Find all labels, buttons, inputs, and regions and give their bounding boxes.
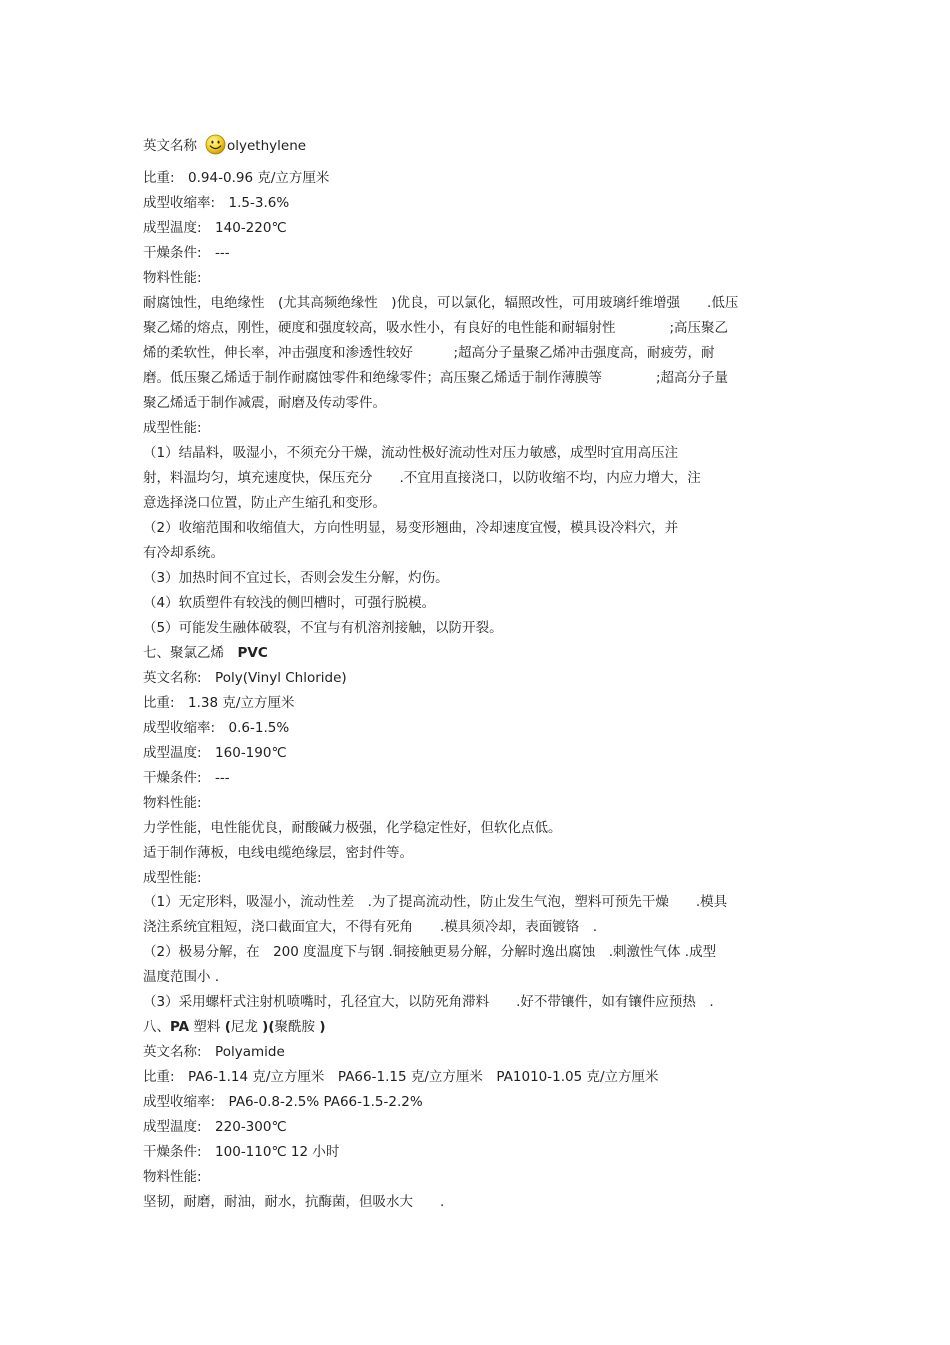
- pa-heading-code: PA: [170, 1019, 190, 1035]
- pvc-shrinkage: 成型收缩率: 0.6-1.5%: [143, 720, 290, 736]
- pe-molding-line: （4）软质塑件有较浅的侧凹槽时，可强行脱模。: [143, 595, 436, 611]
- pa-heading-nylon: 尼龙: [230, 1019, 263, 1035]
- pe-drying: 干燥条件: ---: [143, 245, 230, 261]
- english-name-label: 英文名称: [143, 138, 197, 154]
- pe-molding-line: （2）收缩范围和收缩值大，方向性明显，易变形翘曲，冷却速度宜慢，模具设冷料穴，并: [143, 520, 679, 536]
- pvc-molding-temp: 成型温度: 160-190℃: [143, 745, 287, 761]
- pe-props-line: 烯的柔软性，伸长率，冲击强度和渗透性较好 ;超高分子量聚乙烯冲击强度高，耐疲劳，耐: [143, 345, 715, 361]
- pa-props-title: 物料性能:: [143, 1169, 202, 1185]
- pa-heading-polyamide: 聚酰胺: [274, 1019, 320, 1035]
- pe-molding-line: 射，料温均匀，填充速度快，保压充分 .不宜用直接浇口，以防收缩不均，内应力增大，注: [143, 470, 701, 486]
- pvc-drying: 干燥条件: ---: [143, 770, 230, 786]
- pvc-molding-line: （2）极易分解，在 200 度温度下与钢 .铜接触更易分解，分解时逸出腐蚀 .刺激性气体 .成型: [143, 944, 717, 960]
- pvc-molding-line: （3）采用螺杆式注射机喷嘴时，孔径宜大，以防死角滞料 .好不带镶件，如有镶件应预热 .: [143, 994, 714, 1010]
- pe-english-name-line: [143, 134, 808, 156]
- pa-heading-end: ): [319, 1019, 326, 1035]
- pa-density: 比重: PA6-1.14 克/立方厘米 PA66-1.15 克/立方厘米 PA1010-1.05 克/立方厘米: [143, 1069, 659, 1085]
- pe-molding-line: （5）可能发生融体破裂，不宜与有机溶剂接触，以防开裂。: [143, 620, 503, 636]
- pe-density: 比重: 0.94-0.96 克/立方厘米: [143, 170, 330, 186]
- pvc-density: 比重: 1.38 克/立方厘米: [143, 695, 295, 711]
- pa-drying: 干燥条件: 100-110℃ 12 小时: [143, 1144, 340, 1160]
- pa-heading-paren-open: (: [224, 1019, 231, 1035]
- pa-shrinkage: 成型收缩率: PA6-0.8-2.5% PA66-1.5-2.2%: [143, 1094, 423, 1110]
- pvc-heading-code: PVC: [237, 645, 268, 661]
- pvc-molding-title: 成型性能:: [143, 870, 202, 886]
- pvc-molding-line: 浇注系统宜粗短，浇口截面宜大，不得有死角 .模具须冷却，表面镀铬 .: [143, 919, 598, 935]
- pe-shrinkage: 成型收缩率: 1.5-3.6%: [143, 195, 290, 211]
- pe-props-title: 物料性能:: [143, 270, 202, 286]
- pe-molding-temp: 成型温度: 140-220℃: [143, 220, 287, 236]
- pvc-molding-line: 温度范围小 .: [143, 969, 220, 985]
- pa-english-name: 英文名称: Polyamide: [143, 1044, 285, 1060]
- pe-props-line: 耐腐蚀性，电绝缘性 (尤其高频绝缘性 )优良，可以氯化，辐照改性，可用玻璃纤维增强 .低压: [143, 295, 739, 311]
- pa-heading-paren-close: )(: [262, 1019, 275, 1035]
- pe-props-line: 磨。低压聚乙烯适于制作耐腐蚀零件和绝缘零件；高压聚乙烯适于制作薄膜等 ;超高分子量: [143, 370, 729, 386]
- pa-heading-prefix: 八、: [143, 1019, 170, 1035]
- pvc-molding-line: （1）无定形料，吸湿小，流动性差 .为了提高流动性，防止发生气泡，塑料可预先干燥 .模具: [143, 894, 728, 910]
- pa-heading-rest: 塑料: [189, 1019, 225, 1035]
- pa-molding-temp: 成型温度: 220-300℃: [143, 1119, 287, 1135]
- pa-props-line: 坚韧，耐磨，耐油，耐水，抗酶菌，但吸水大 .: [143, 1194, 445, 1210]
- pvc-props-line: 适于制作薄板，电线电缆绝缘层，密封件等。: [143, 845, 413, 861]
- pvc-props-line: 力学性能，电性能优良，耐酸碱力极强，化学稳定性好，但软化点低。: [143, 820, 562, 836]
- pe-props-line: 聚乙烯的熔点，刚性，硬度和强度较高，吸水性小，有良好的电性能和耐辐射性 ;高压聚乙: [143, 320, 729, 336]
- pe-molding-line: 有冷却系统。: [143, 545, 224, 561]
- pvc-section-heading: [143, 643, 808, 663]
- pe-molding-title: 成型性能:: [143, 420, 202, 436]
- pvc-props-title: 物料性能:: [143, 795, 202, 811]
- pe-props-line: 聚乙烯适于制作减震，耐磨及传动零件。: [143, 395, 386, 411]
- pvc-heading-prefix: 七、聚氯乙烯: [143, 645, 238, 661]
- pe-molding-line: （3）加热时间不宜过长，否则会发生分解，灼伤。: [143, 570, 449, 586]
- english-name-value: olyethylene: [227, 138, 307, 154]
- smiley-face-icon: [205, 134, 226, 155]
- pa-section-heading: [143, 1017, 808, 1037]
- pe-molding-line: 意选择浇口位置，防止产生缩孔和变形。: [143, 495, 386, 511]
- pe-molding-line: （1）结晶料，吸湿小，不须充分干燥，流动性极好流动性对压力敏感，成型时宜用高压注: [143, 445, 679, 461]
- pvc-english-name: 英文名称: Poly(Vinyl Chloride): [143, 670, 347, 686]
